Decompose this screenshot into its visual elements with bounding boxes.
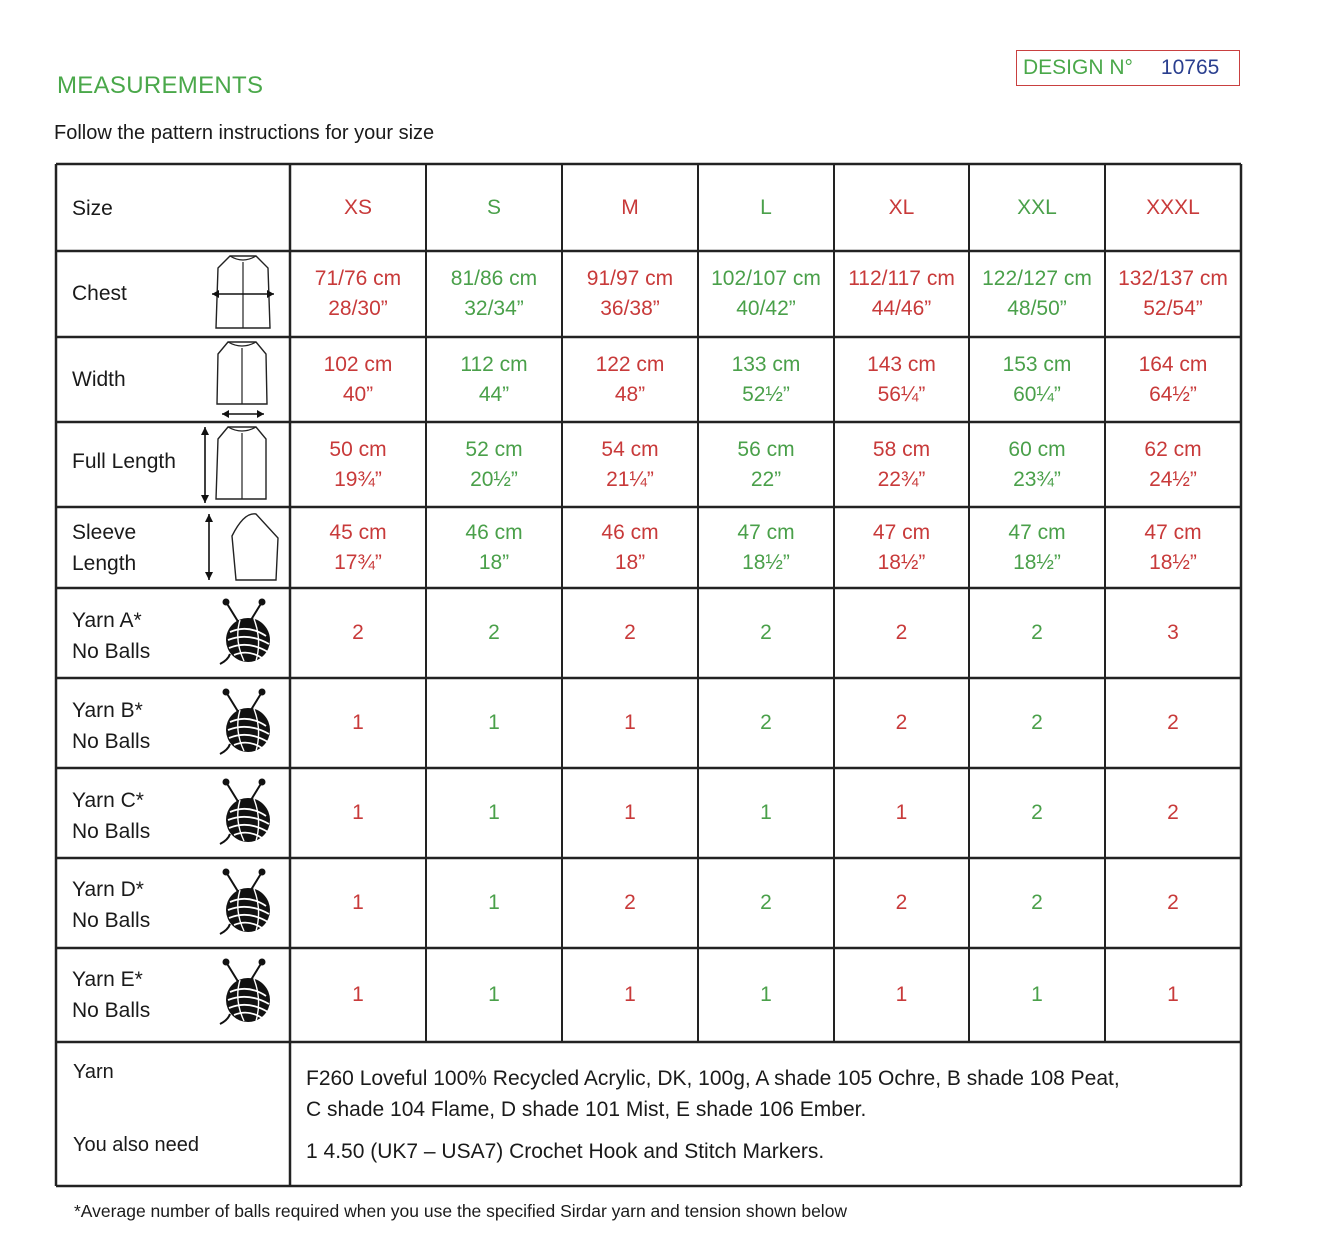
table-cell	[969, 422, 1105, 507]
table-cell	[969, 507, 1105, 588]
row-label-width: Width	[72, 368, 126, 391]
row-label-yarn-e: Yarn E* No Balls	[72, 968, 151, 1022]
cell-value: 60 cm	[1008, 437, 1066, 461]
also-need-label: You also need	[73, 1134, 200, 1156]
cell-value: 1	[624, 801, 636, 824]
cell-value: 64½”	[1149, 382, 1197, 406]
table-cell	[1105, 251, 1241, 337]
row-label-yarn-d: Yarn D* No Balls	[72, 878, 151, 932]
yarn-label: Yarn	[73, 1061, 114, 1083]
cell-value: 1	[624, 983, 636, 1006]
cell-value: 47 cm	[872, 520, 931, 544]
table-cell	[426, 948, 562, 1042]
cell-value: 1	[488, 983, 500, 1006]
table-cell	[1105, 422, 1241, 507]
cell-value: 2	[895, 711, 908, 734]
row-label-sleeve-length: Sleeve Length	[72, 521, 137, 575]
cell-value: 46 cm	[465, 520, 523, 544]
cell-value: 2	[895, 621, 908, 644]
table-cell	[834, 588, 969, 678]
cell-value: 164 cm	[1138, 352, 1208, 376]
cell-value: 20½”	[470, 467, 518, 491]
table-cell	[698, 422, 834, 507]
cell-value: 112/117 cm	[848, 267, 955, 290]
cell-value: 1	[352, 711, 364, 734]
table-cell	[562, 768, 698, 858]
yarn-ball-icon	[214, 684, 276, 760]
cell-value: 23¾”	[1013, 467, 1061, 491]
cell-value: 28/30”	[328, 297, 388, 320]
table-cell	[426, 337, 562, 422]
size-header-s: S	[486, 195, 501, 219]
cell-value: 133 cm	[731, 352, 801, 376]
footnote: *Average number of balls required when you use the specified Sirdar yarn and tension shown below	[74, 1201, 848, 1221]
cell-value: 1	[488, 801, 500, 824]
cell-value: 143 cm	[867, 352, 936, 376]
cell-value: 17¾”	[334, 550, 382, 574]
table-cell	[969, 768, 1105, 858]
cell-value: 18½”	[1013, 550, 1061, 574]
table-cell	[969, 588, 1105, 678]
cell-value: 2	[1167, 711, 1179, 734]
cell-value: 2	[624, 891, 636, 914]
table-cell	[562, 858, 698, 948]
row-label-yarn-a: Yarn A* No Balls	[72, 609, 151, 663]
cell-value: 153 cm	[1002, 352, 1072, 376]
sleeve-length-measure-icon	[196, 508, 280, 588]
cell-value: 1	[624, 711, 636, 734]
table-cell	[426, 507, 562, 588]
cell-value: 32/34”	[464, 297, 524, 320]
table-cell	[562, 588, 698, 678]
cell-value: 2	[352, 621, 364, 644]
table-cell	[698, 948, 834, 1042]
table-cell	[562, 422, 698, 507]
full-length-measure-icon	[196, 423, 276, 507]
size-header-xxl: XXL	[1017, 195, 1057, 219]
design-number-box	[1016, 50, 1240, 86]
cell-value: 56 cm	[737, 437, 795, 461]
table-cell	[562, 507, 698, 588]
cell-value: 18”	[478, 550, 510, 574]
table-cell	[426, 588, 562, 678]
cell-value: 1	[352, 801, 364, 824]
table-cell	[290, 948, 426, 1042]
table-cell	[698, 768, 834, 858]
table-cell	[426, 768, 562, 858]
cell-value: 47 cm	[1008, 520, 1066, 544]
cell-value: 46 cm	[601, 520, 659, 544]
table-cell	[426, 678, 562, 768]
cell-value: 132/137 cm	[1118, 267, 1228, 290]
cell-value: 1	[352, 891, 364, 914]
cell-value: 48”	[614, 382, 646, 406]
table-cell	[562, 678, 698, 768]
cell-value: 2	[760, 711, 772, 734]
cell-value: 102/107 cm	[711, 267, 821, 290]
cell-value: 81/86 cm	[450, 267, 538, 290]
cell-value: 1	[760, 983, 772, 1006]
cell-value: 2	[1167, 801, 1179, 824]
cell-value: 1	[488, 891, 500, 914]
cell-value: 2	[1031, 711, 1043, 734]
cell-value: 122/127 cm	[982, 267, 1092, 290]
table-cell	[1105, 678, 1241, 768]
table-cell	[290, 337, 426, 422]
table-cell	[834, 768, 969, 858]
cell-value: 1	[1167, 983, 1179, 1006]
table-cell	[1105, 948, 1241, 1042]
table-cell	[834, 337, 969, 422]
cell-value: 50 cm	[329, 437, 387, 461]
table-cell	[1105, 858, 1241, 948]
cell-value: 18½”	[742, 550, 790, 574]
cell-value: 2	[760, 891, 772, 914]
cell-value: 44/46”	[871, 297, 932, 320]
table-cell	[562, 337, 698, 422]
yarn-description: F260 Loveful 100% Recycled Acrylic, DK, 100g, A shade 105 Ochre, B shade 108 Peat, C shade 104 Flame, D shade 101 Mist, E shade 106 Ember.	[306, 1067, 1120, 1121]
cell-value: 2	[1167, 891, 1179, 914]
row-label-yarn-b: Yarn B* No Balls	[72, 699, 151, 753]
cell-value: 62 cm	[1144, 437, 1202, 461]
table-cell	[290, 588, 426, 678]
cell-value: 44”	[478, 382, 510, 406]
size-header-xxxl: XXXL	[1146, 195, 1200, 219]
design-label: DESIGN N°	[1023, 56, 1133, 79]
table-cell	[698, 507, 834, 588]
page-title: MEASUREMENTS	[57, 72, 264, 99]
size-header-m: M	[621, 195, 639, 219]
size-header-xs: XS	[343, 195, 372, 219]
yarn-ball-icon	[214, 954, 276, 1030]
cell-value: 18½”	[1149, 550, 1197, 574]
cell-value: 1	[488, 711, 500, 734]
cell-value: 40/42”	[736, 297, 796, 320]
table-cell	[969, 858, 1105, 948]
table-cell	[426, 251, 562, 337]
cell-value: 71/76 cm	[314, 267, 402, 290]
cell-value: 102 cm	[323, 352, 393, 376]
cell-value: 122 cm	[595, 352, 665, 376]
row-label-full-length: Full Length	[72, 450, 176, 473]
cell-value: 22”	[750, 467, 782, 491]
table-cell	[698, 678, 834, 768]
cell-value: 1	[1031, 983, 1043, 1006]
cell-value: 3	[1167, 621, 1179, 644]
table-cell	[834, 858, 969, 948]
table-cell	[1105, 507, 1241, 588]
table-cell	[562, 948, 698, 1042]
table-cell	[698, 588, 834, 678]
cell-value: 47 cm	[1144, 520, 1202, 544]
cell-value: 1	[895, 801, 908, 824]
also-need-text: 1 4.50 (UK7 – USA7) Crochet Hook and Stitch Markers.	[306, 1140, 825, 1163]
cell-value: 19¾”	[334, 467, 382, 491]
table-cell	[698, 858, 834, 948]
table-cell	[1105, 588, 1241, 678]
cell-value: 36/38”	[600, 297, 660, 320]
table-cell	[969, 337, 1105, 422]
table-cell	[290, 251, 426, 337]
table-cell	[969, 678, 1105, 768]
chest-measure-icon	[208, 252, 278, 336]
cell-value: 1	[760, 801, 772, 824]
table-cell	[290, 507, 426, 588]
cell-value: 24½”	[1149, 467, 1197, 491]
cell-value: 1	[352, 983, 364, 1006]
cell-value: 2	[895, 891, 908, 914]
cell-value: 2	[488, 621, 500, 644]
cell-value: 47 cm	[737, 520, 795, 544]
table-cell	[834, 422, 969, 507]
table-cell	[698, 251, 834, 337]
table-cell	[834, 251, 969, 337]
table-cell	[290, 422, 426, 507]
cell-value: 112 cm	[460, 352, 528, 376]
cell-value: 1	[895, 983, 908, 1006]
cell-value: 2	[624, 621, 636, 644]
cell-value: 40”	[342, 382, 374, 406]
cell-value: 91/97 cm	[586, 267, 674, 290]
table-cell	[290, 858, 426, 948]
cell-value: 2	[1031, 621, 1043, 644]
cell-value: 22¾”	[877, 467, 926, 491]
cell-value: 45 cm	[329, 520, 387, 544]
cell-value: 2	[760, 621, 772, 644]
cell-value: 18½”	[877, 550, 926, 574]
cell-value: 18”	[614, 550, 646, 574]
cell-value: 52 cm	[465, 437, 523, 461]
table-cell	[834, 507, 969, 588]
cell-value: 2	[1031, 801, 1043, 824]
cell-value: 52½”	[742, 382, 790, 406]
table-cell	[426, 858, 562, 948]
cell-value: 60¼”	[1013, 382, 1061, 406]
cell-value: 54 cm	[601, 437, 659, 461]
row-label-yarn-c: Yarn C* No Balls	[72, 789, 151, 843]
cell-value: 58 cm	[872, 437, 931, 461]
yarn-ball-icon	[214, 774, 276, 850]
yarn-ball-icon	[214, 594, 276, 670]
cell-value: 2	[1031, 891, 1043, 914]
size-header-xl: XL	[888, 195, 915, 219]
cell-value: 56¼”	[877, 382, 926, 406]
table-cell	[426, 422, 562, 507]
table-cell	[834, 948, 969, 1042]
cell-value: 52/54”	[1143, 297, 1203, 320]
table-cell	[1105, 768, 1241, 858]
table-cell	[969, 948, 1105, 1042]
size-label: Size	[72, 197, 113, 220]
cell-value: 48/50”	[1007, 297, 1067, 320]
yarn-ball-icon	[214, 864, 276, 940]
width-measure-icon	[212, 338, 272, 422]
table-cell	[969, 251, 1105, 337]
design-number: 10765	[1160, 56, 1220, 79]
table-cell	[834, 678, 969, 768]
table-cell	[290, 678, 426, 768]
row-label-chest: Chest	[72, 282, 127, 305]
subtitle: Follow the pattern instructions for your size	[54, 122, 435, 144]
table-cell	[698, 337, 834, 422]
table-cell	[290, 768, 426, 858]
size-header-l: L	[760, 195, 772, 219]
table-cell	[562, 251, 698, 337]
cell-value: 21¼”	[606, 467, 654, 491]
table-cell	[1105, 337, 1241, 422]
